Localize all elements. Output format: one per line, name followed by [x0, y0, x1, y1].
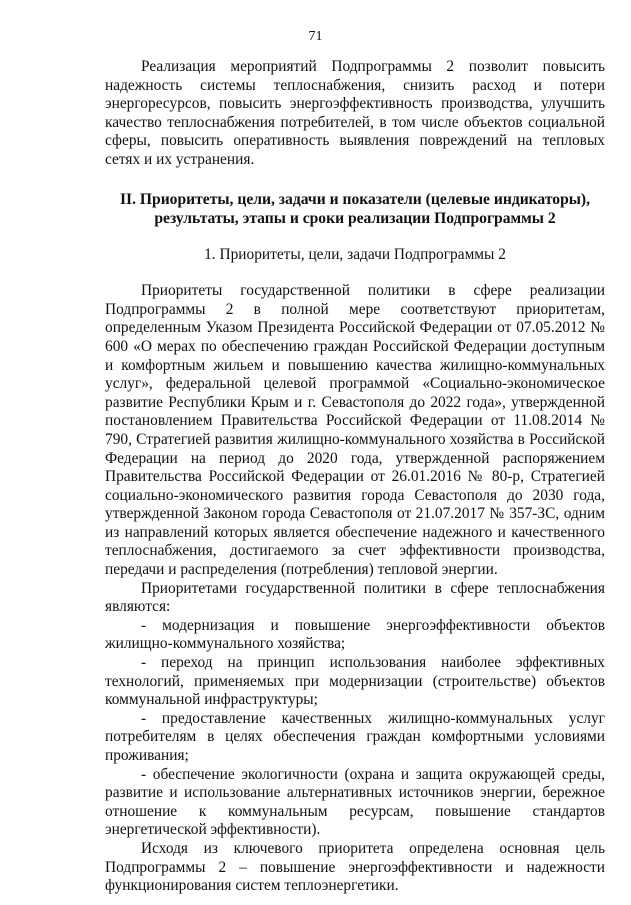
- priorities-paragraph: Приоритеты государственной политики в сфере реализации Подпрограммы 2 в полной мере соответствуют приоритетам, определенным Указом Президента Российской Федерации от 07.05.2012 № 600 «О мерах по обеспечению граждан Российской Федерации доступным и комфортным жильем и повышению качества жилищно-коммунальных услуг», федеральной целевой программой «Социально-экономическое развитие Республики Крым и г. Севастополя до 2022 года», утвержденной постановлением Правительства Российской Федерации от 11.08.2014 № 790, Стратегией развития жилищно-коммунального хозяйства в Российской Федерации на период до 2020 года, утвержденной распоряжением Правительства Российской Федерации от 26.01.2016 № 80-р, Стратегией социально-экономического развития города Севастополя до 2030 года, утвержденной Законом города Севастополя от 21.07.2017 № 357-ЗС, одним из направлений которых является обеспечение надежного и качественного теплоснабжения, достигаемого за счет эффективности производства, передачи и распределения (потребления) тепловой энергии.: [105, 282, 605, 579]
- list-item: - переход на принцип использования наиболее эффективных технологий, применяемых при модернизации (строительстве) объектов коммунальной инфраструктуры;: [105, 654, 605, 709]
- section-title: [105, 190, 605, 228]
- section-title-line-1: II. Приоритеты, цели, задачи и показатели (целевые индикаторы),: [119, 190, 591, 208]
- page-number: 71: [308, 29, 323, 44]
- section-title-line-2: результаты, этапы и сроки реализации Подпрограммы 2: [154, 209, 556, 227]
- intro-paragraph: Реализация мероприятий Подпрограммы 2 позволит повысить надежность системы теплоснабжения, снизить расход и потери энергоресурсов, повысить энергоэффективность производства, улучшить качество теплоснабжения потребителей, в том числе объектов социальной сферы, повысить оперативность выявления повреждений на тепловых сетях и их устранения.: [105, 58, 605, 168]
- priorities-list-intro: Приоритетами государственной политики в сфере теплоснабжения являются:: [105, 579, 605, 616]
- document-body: [105, 58, 605, 896]
- list-item: - модернизация и повышение энергоэффективности объектов жилищно-коммунального хозяйства;: [105, 616, 605, 653]
- goal-paragraph: Исходя из ключевого приоритета определена основная цель Подпрограммы 2 – повышение энергоэффективности и надежности функционирования систем теплоэнергетики.: [105, 839, 605, 895]
- subsection-title: 1. Приоритеты, цели, задачи Подпрограммы 2: [204, 245, 506, 263]
- list-item: - обеспечение экологичности (охрана и защита окружающей среды, развитие и использование альтернативных источников энергии, бережное отношение к коммунальным ресурсам, повышение стандартов энергетической эффективности).: [105, 765, 605, 839]
- list-item: - предоставление качественных жилищно-коммунальных услуг потребителям в целях обеспечения граждан комфортными условиями проживания;: [105, 709, 605, 764]
